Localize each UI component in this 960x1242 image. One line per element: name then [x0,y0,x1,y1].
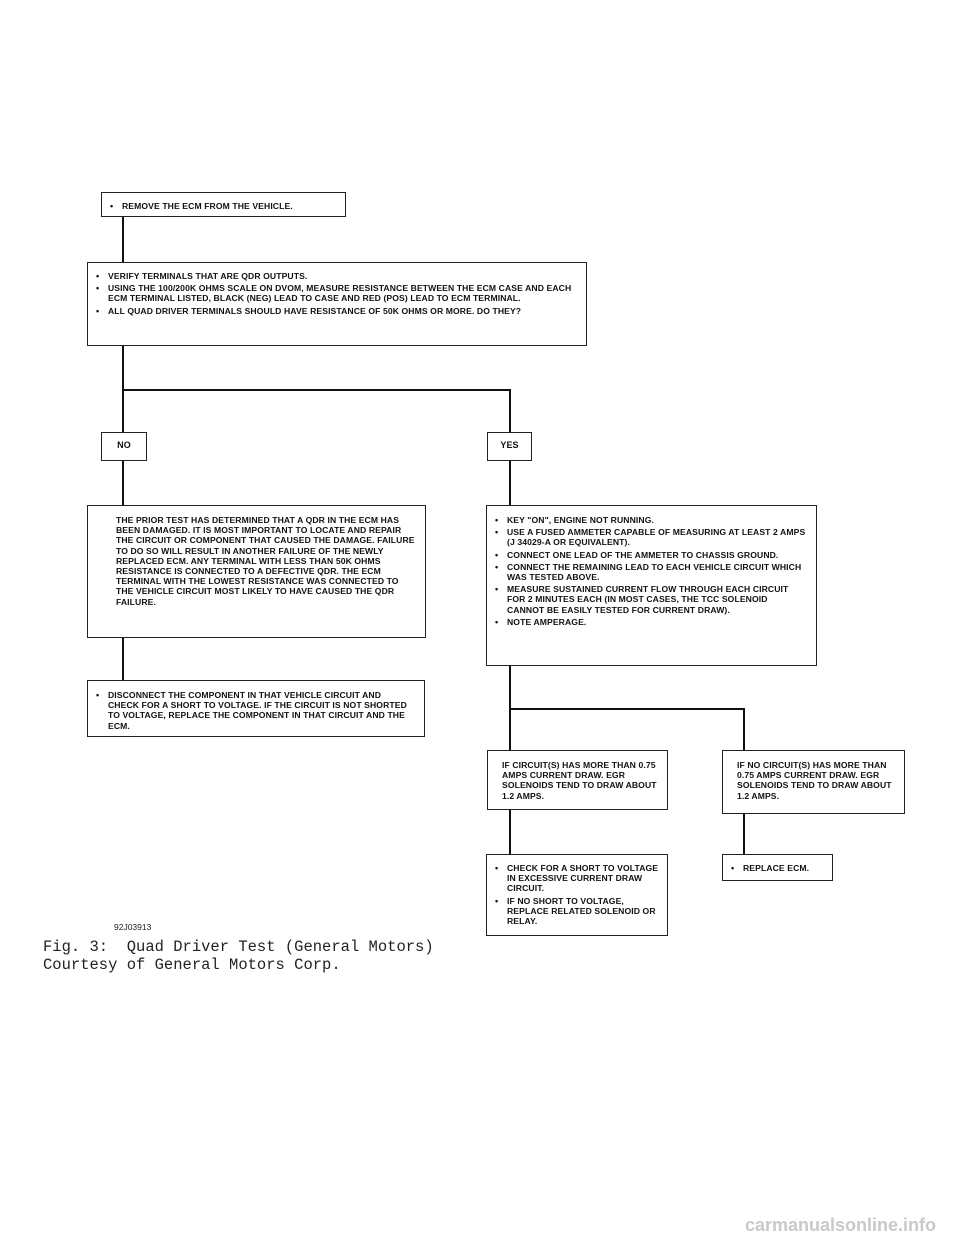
watermark: carmanualsonline.info [745,1215,937,1235]
if-more-text: IF CIRCUIT(S) HAS MORE THAN 0.75 AMPS CURRENT DRAW. EGR SOLENOIDS TEND TO DRAW ABOUT 1.2 AMPS. [502,760,657,801]
answer-no-box [101,432,147,461]
yes-step-item: • CONNECT ONE LEAD OF THE AMMETER TO CHASSIS GROUND. [493,550,806,560]
no-result-box [87,505,426,638]
no-result-text: THE PRIOR TEST HAS DETERMINED THAT A QDR IN THE ECM HAS BEEN DAMAGED. IT IS MOST IMPORTANT TO LOCATE AND REPAIR THE CIRCUIT OR COMPONENT THAT CAUSED THE DAMAGE. FAILURE TO DO SO WILL RESULT IN ANOTHER FAILURE OF THE NEWLY REPLACED ECM. ANY TERMINAL WITH LESS THAN 50K OHMS RESISTANCE IS CONNECTED TO A DEFECTIVE QDR. THE ECM TERMINAL WITH THE LOWEST RESISTANCE WAS CONNECTED TO THE VEHICLE CIRCUIT MOST LIKELY TO HAVE CAUSED THE QDR FAILURE. [116,515,415,607]
step-remove-ecm-item: • REMOVE THE ECM FROM THE VEHICLE. [108,201,339,211]
caption-title: Fig. 3: Quad Driver Test (General Motors) [43,938,434,956]
yes-step-item: • KEY "ON", ENGINE NOT RUNNING. [493,515,806,525]
figure-id: 92J03913 [114,922,152,932]
answer-yes-label: YES [500,440,519,450]
no-action-box [87,680,425,737]
figure-caption [43,938,434,974]
if-none-text: IF NO CIRCUIT(S) HAS MORE THAN 0.75 AMPS CURRENT DRAW. EGR SOLENOIDS TEND TO DRAW ABOUT 1.2 AMPS. [737,760,892,801]
connector-line [122,216,124,262]
step-verify-terminals-box [87,262,587,346]
connector-line [509,810,511,854]
no-action-list [94,690,414,731]
yes-steps-box [486,505,817,666]
yes-step-item: • NOTE AMPERAGE. [493,617,806,627]
replace-ecm-list [729,863,826,873]
connector-line [743,814,745,854]
caption-credit: Courtesy of General Motors Corp. [43,956,341,974]
replace-ecm-box [722,854,833,881]
no-action-item: • DISCONNECT THE COMPONENT IN THAT VEHICLE CIRCUIT AND CHECK FOR A SHORT TO VOLTAGE. IF THE CIRCUIT IS NOT SHORTED TO VOLTAGE, REPLACE THE COMPONENT IN THAT CIRCUIT AND THE ECM. [94,690,414,731]
check-short-box [486,854,668,936]
connector-line [509,708,745,710]
if-more-box [487,750,668,810]
connector-line [122,389,511,391]
step-verify-item: • VERIFY TERMINALS THAT ARE QDR OUTPUTS. [94,271,576,281]
answer-no-label: NO [117,440,131,450]
connector-line [509,389,511,433]
check-short-item: • IF NO SHORT TO VOLTAGE, REPLACE RELATED SOLENOID OR RELAY. [493,896,661,927]
if-none-box [722,750,905,814]
connector-line [122,638,124,680]
yes-step-item: • MEASURE SUSTAINED CURRENT FLOW THROUGH EACH CIRCUIT FOR 2 MINUTES EACH (IN MOST CASES, THE TCC SOLENOID CANNOT BE EASILY TESTED FOR CURRENT DRAW). [493,584,806,615]
step-remove-ecm-box [101,192,346,217]
step-verify-item: • USING THE 100/200K OHMS SCALE ON DVOM, MEASURE RESISTANCE BETWEEN THE ECM CASE AND EACH ECM TERMINAL LISTED, BLACK (NEG) LEAD TO CASE AND RED (POS) LEAD TO ECM TERMINAL. [94,283,576,303]
check-short-item: • CHECK FOR A SHORT TO VOLTAGE IN EXCESSIVE CURRENT DRAW CIRCUIT. [493,863,661,894]
answer-yes-box [487,432,532,461]
yes-step-item: • CONNECT THE REMAINING LEAD TO EACH VEHICLE CIRCUIT WHICH WAS TESTED ABOVE. [493,562,806,582]
connector-line [509,461,511,505]
replace-ecm-item: • REPLACE ECM. [729,863,826,873]
check-short-list [493,863,661,926]
step-verify-terminals-list [94,271,576,316]
yes-step-item: • USE A FUSED AMMETER CAPABLE OF MEASURING AT LEAST 2 AMPS (J 34029-A OR EQUIVALENT). [493,527,806,547]
step-verify-item: • ALL QUAD DRIVER TERMINALS SHOULD HAVE RESISTANCE OF 50K OHMS OR MORE. DO THEY? [94,306,576,316]
step-remove-ecm-list [108,201,339,211]
yes-steps-list [493,515,806,627]
connector-line [122,461,124,505]
connector-line [743,708,745,750]
